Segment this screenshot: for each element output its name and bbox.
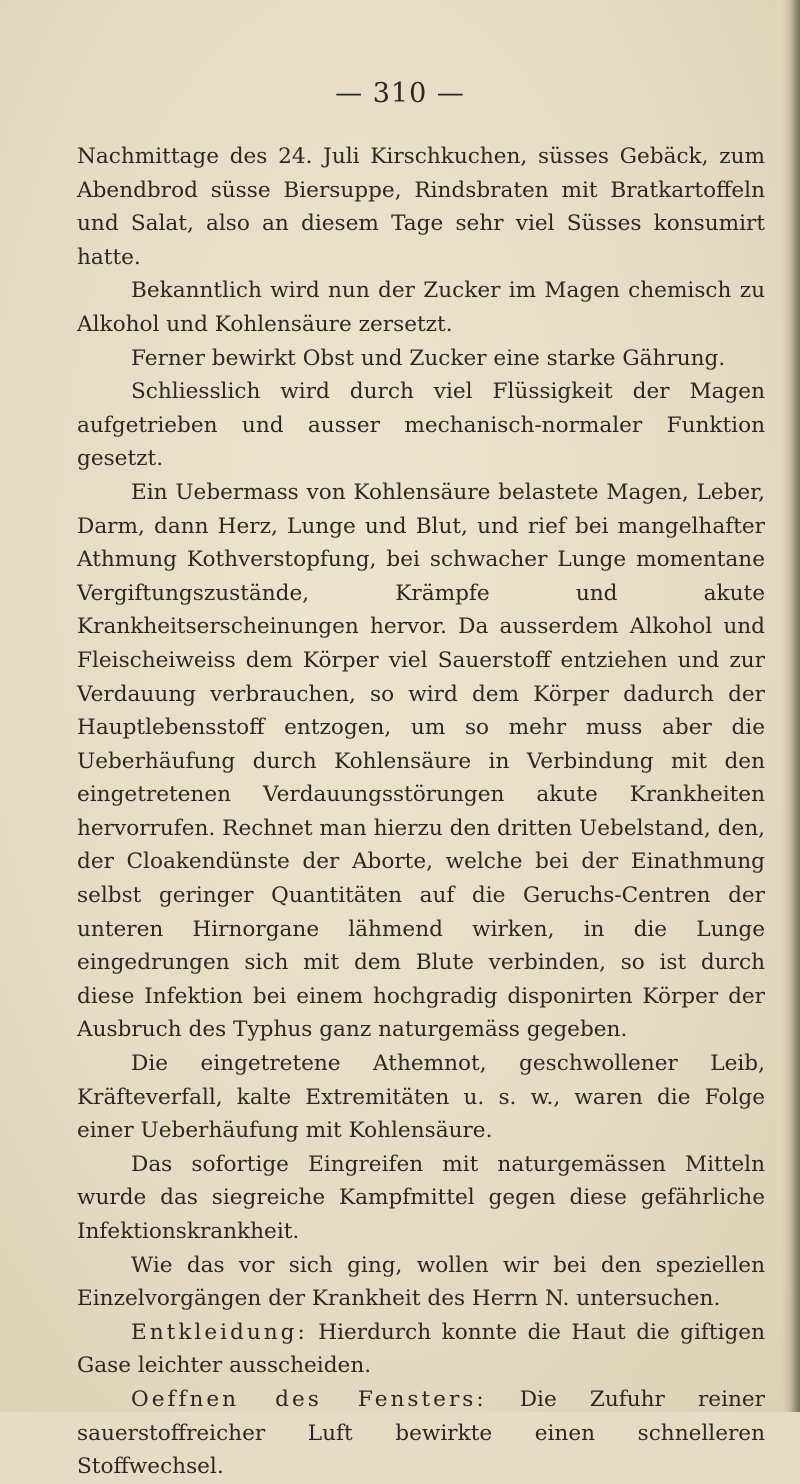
- paragraph-6: Die eingetretene Athemnot, geschwollener Leib, Kräfteverfall, kalte Extremitäten u. s. w., waren die Folge einer Ueberhäufung mit Kohlensäure.: [77, 1051, 765, 1144]
- paragraph-3: Ferner bewirkt Obst und Zucker eine starke Gährung.: [131, 345, 726, 371]
- paragraph-1: Nachmittage des 24. Juli Kirschkuchen, süsses Gebäck, zum Abendbrod süsse Biersuppe, Rindsbraten mit Bratkartoffeln und Salat, also an diesem Tage sehr viel Süsses konsumirt hatte.: [77, 144, 765, 270]
- paragraph-9: [77, 1316, 765, 1383]
- page-number: — 310 —: [335, 78, 465, 109]
- paragraph-8: Wie das vor sich ging, wollen wir bei den speziellen Einzelvorgängen der Krankheit des Herrn N. untersuchen.: [77, 1252, 765, 1312]
- paragraph-5: Ein Uebermass von Kohlensäure belastete Magen, Leber, Darm, dann Herz, Lunge und Blut, und rief bei mangelhafter Athmung Kothverstopfung, bei schwacher Lunge momentane Vergiftungszustände, Krämpfe und akute Krankheitserscheinungen hervor. Da ausserdem Alkohol und Fleischeiweiss dem Körper viel Sauerstoff entziehen und zur Verdauung verbrauchen, so wird dem Körper dadurch der Hauptlebensstoff entzogen, um so mehr muss aber die Ueberhäufung durch Kohlensäure in Verbindung mit den eingetretenen Verdauungsstörungen akute Krankheiten hervorrufen. Rechnet man hierzu den dritten Uebelstand, den, der Cloakendünste der Aborte, welche bei der Einathmung selbst geringer Quantitäten auf die Geruchs-Centren der unteren Hirnorgane lähmend wirken, in die Lunge eingedrungen sich mit dem Blute verbinden, so ist durch diese Infektion bei einem hochgradig disponirten Körper der Ausbruch des Typhus ganz naturgemäss gegeben.: [77, 479, 765, 1043]
- paragraph-7: Das sofortige Eingreifen mit naturgemässen Mitteln wurde das siegreiche Kampfmittel gegen diese gefährliche Infektionskrankheit.: [77, 1151, 765, 1244]
- paragraph-4: Schliesslich wird durch viel Flüssigkeit der Magen aufgetrieben und ausser mechanisch-normaler Funktion gesetzt.: [77, 379, 765, 472]
- body-text: [77, 140, 765, 1484]
- paragraph-10-text: Die Zufuhr reiner sauerstoffreicher Luft bewirkte einen schnelleren Stoffwechsel.: [77, 1386, 765, 1480]
- paragraph-10-lead: Oeffnen des Fensters:: [131, 1386, 487, 1412]
- paragraph-9-lead: Entkleidung:: [131, 1319, 308, 1345]
- paragraph-9-text: Hierdurch konnte die Haut die giftigen Gase leichter ausscheiden.: [77, 1319, 765, 1379]
- paragraph-2: Bekanntlich wird nun der Zucker im Magen chemisch zu Alkohol und Kohlensäure zersetzt.: [77, 278, 765, 337]
- page-edge: [782, 0, 800, 1412]
- paragraph-10: [77, 1383, 765, 1484]
